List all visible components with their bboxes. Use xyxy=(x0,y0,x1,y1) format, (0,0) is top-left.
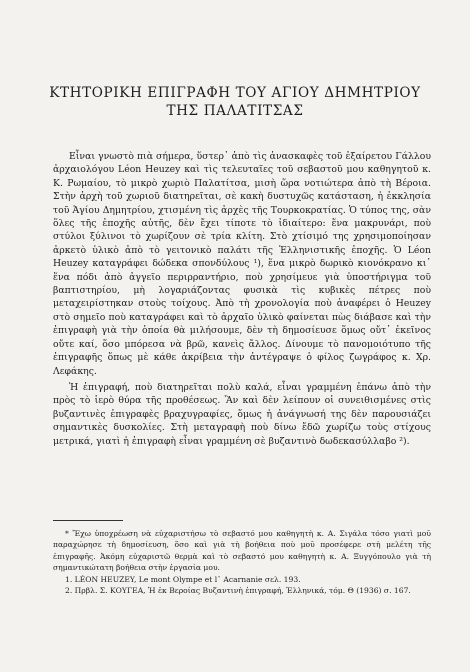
document-body xyxy=(53,150,431,448)
document-title-line-1: ΚΤΗΤΟΡΙΚΗ ΕΠΙΓΡΑΦΗ ΤΟΥ ΑΓΙΟΥ ΔΗΜΗΤΡΙΟΥ xyxy=(49,85,421,101)
footnote-1: 1. LÉON HEUZEY, Le mont Olympe et l᾽ Acarnanie σελ. 193. xyxy=(65,574,301,584)
body-paragraph-1: Εἶναι γνωστὸ πιὰ σήμερα, ὕστερ᾽ ἀπὸ τὶς ἀνασκαφὲς τοῦ ἐξαίρετου Γάλλου ἀρχαιολόγου Léon Heuzey καὶ τὶς τελευταῖες τοῦ σεβαστοῦ μου καθηγητοῦ κ. Κ. Ρωμαίου, τὸ μικρὸ χωριὸ Παλατίτσα, μισὴ ὥρα νοτιώτερα ἀπὸ τὴ Βέροια. Στὴν ἀρχὴ τοῦ χωριοῦ διατηρεῖται, σὲ κακὴ δυστυχῶς κατάσταση, ἡ ἐκκλησία τοῦ Ἁγίου Δημητρίου, χτισμένη τὶς ἀρχὲς τῆς Τουρκοκρατίας. Ὁ τύπος της, σὰν ὅλες τῆς ἐποχῆς αὐτῆς, δὲν ἔχει τίποτε τὸ ἰδιαίτερο: ἕνα μακρυνάρι, ποὺ στύλοι ξύλινοι τὸ χωρίζουν σὲ τρία κλίτη. Στὸ χτίσιμό της χρησιμοποίησαν ἀρκετὸ ὑλικὸ ἀπὸ τὸ γειτονικὸ παλάτι τῆς Ἑλληνιστικῆς ἐποχῆς. Ὁ Léon Heuzey καταγράφει δώδεκα σπονδύλους ¹), ἕνα μικρὸ δωρικὸ κιονόκρανο κι᾽ ἕνα πόδι ἀπὸ ἀγγεῖο περιρραντήριο, ποὺ χρησίμευε γιὰ ὑποστήριγμα τοῦ βαπτιστηρίου, μὴ λογαριάζοντας φυσικὰ τὶς κυβικὲς πέτρες ποὺ μεταχειρίστηκαν στοὺς τοίχους. Ἀπὸ τὴ χρονολογία ποὺ ἀναφέρει ὁ Heuzey στὸ σημεῖο ποὺ καταγράφει καὶ τὸ ἀρχαῖο ὑλικὸ φαίνεται πὼς διάβασε καὶ τὴν ἐπιγραφὴ γιὰ τὴν ὁποία θὰ μιλήσουμε, δὲν τὴ δημοσίευσε ὅμως οὔτ᾽ ἐκεῖνος οὔτε καί, ὅσο μπόρεσα νὰ βρῶ, κανεὶς ἄλλος. Δίνουμε τὸ πανομοιότυπο τῆς ἐπιγραφῆς ὅπως μὲ κάθε ἀκρίβεια τὴν ἀντέγραψε ὁ φίλος ζωγράφος κ. Χρ. Λεφάκης. xyxy=(53,151,431,377)
footnotes xyxy=(53,528,431,596)
document-title-line-2: ΤΗΣ ΠΑΛΑΤΙΤΣΑΣ xyxy=(166,103,304,119)
footnote-star: * Ἔχω ὑποχρέωση νὰ εὐχαριστήσω τὸ σεβαστό μου καθηγητὴ κ. Α. Σιγάλα τόσο γιατὶ μοῦ παραχώρησε τὴ δημοσίευση, ὅσο καὶ γιὰ τὴ βοήθεια ποὺ μοῦ προσέφερε στὴ μελέτη τῆς ἐπιγραφῆς. Ἀκόμη εὐχαριστῶ θερμὰ καὶ τὸ σεβαστό μου καθηγητὴ κ. Α. Ξυγγόπουλο γιὰ τὴ σημαντικώτατη βοήθεια στὴν ἐργασία μου. xyxy=(53,529,431,573)
footnote-2: 2. Πρβλ. Σ. ΚΟΥΓΕΑ, Ἡ ἐκ Βεροίας Βυζαντινὴ ἐπιγραφή, Ἑλληνικά, τόμ. Θ (1936) σ. 167. xyxy=(65,586,411,596)
body-paragraph-2: Ἡ ἐπιγραφή, ποὺ διατηρεῖται πολὺ καλά, εἶναι γραμμένη ἐπάνω ἀπὸ τὴν πρὸς τὸ ἱερὸ θύρα τῆς προθέσεως. Ἂν καὶ δὲν λείπουν οἱ συνειθισμένες στὶς βυζαντινὲς ἐπιγραφὲς βραχυγραφίες, ὅμως ἡ ἀνάγνωσή της δὲν παρουσιάζει σημαντικὲς δυσκολίες. Στὴ μεταγραφὴ ποὺ δίνω ἔδῶ χωρίζω τοὺς στίχους μετρικά, γιατὶ ἡ ἐπιγραφὴ εἶναι γραμμένη σὲ βυζαντινὸ δωδεκασύλλαβο ²). xyxy=(53,381,431,447)
footnote-divider xyxy=(53,520,123,521)
